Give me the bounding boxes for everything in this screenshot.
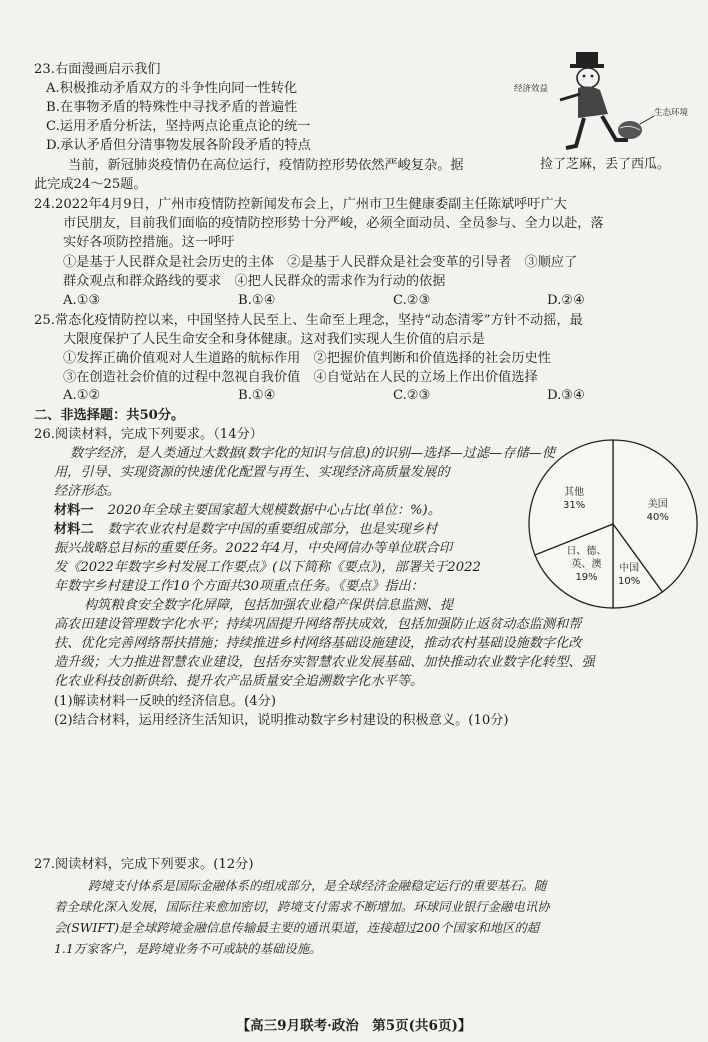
q24-choice-d: D.②④ bbox=[547, 293, 585, 308]
q23-option-a: A.积极推动矛盾双方的斗争性向同一性转化 bbox=[46, 81, 298, 96]
q27-line-1: 跨境支付体系是国际金融体系的组成部分，是全球经济金融稳定运行的重要基石。随 bbox=[88, 878, 547, 893]
material2-line-5: 构筑粮食安全数字化屏障，包括加强农业稳产保供信息监测、提 bbox=[84, 598, 454, 613]
q25-line-1: 25.常态化疫情防控以来，中国坚持人民至上、生命至上理念，坚持“动态清零”方针不动摇，最 bbox=[34, 313, 583, 328]
q25-line-3: ①发挥正确价值观对人生道路的航标作用 ②把握价值判断和价值选择的社会历史性 bbox=[63, 351, 551, 366]
q24-choice-c: C.②③ bbox=[393, 293, 431, 308]
cartoon-caption: 捡了芝麻，丢了西瓜。 bbox=[540, 157, 671, 172]
q25-line-4: ③在创造社会价值的过程中忽视自我价值 ④自觉站在人民的立场上作出价值选择 bbox=[63, 370, 538, 385]
pie-category-label-2: 日、德、 bbox=[566, 545, 607, 557]
q26-sub-2: (2)结合材料，运用经济生活知识，说明推动数字乡村建设的积极意义。(10分) bbox=[54, 713, 509, 728]
cartoon-illustration bbox=[504, 44, 704, 174]
q26-sub-1: (1)解读材料一反映的经济信息。(4分) bbox=[54, 694, 276, 709]
q24-line-5: 群众观点和群众路线的要求 ④把人民群众的需求作为行动的依据 bbox=[63, 274, 446, 289]
q23-stem: 23.右面漫画启示我们 bbox=[34, 62, 161, 77]
q25-line-2: 大限度保护了人民生命安全和身体健康。这对我们实现人生价值的启示是 bbox=[63, 332, 485, 347]
material2-label: 材料二 bbox=[54, 522, 94, 537]
q24-choice-b: B.①④ bbox=[238, 293, 276, 308]
q26-para-line-2: 用，引导、实现资源的快速优化配置与再生、实现经济高质量发展的 bbox=[54, 465, 450, 480]
cartoon-label-economic: 经济效益 bbox=[514, 84, 549, 94]
pie-category-label-0: 美国 bbox=[647, 498, 668, 510]
pie-value-label-2: 19% bbox=[575, 571, 598, 583]
material2-line-4: 年数字乡村建设工作10个方面共30项重点任务。《要点》指出： bbox=[54, 579, 424, 594]
q27-line-4: 1.1万家客户，是跨境业务不可或缺的基础设施。 bbox=[54, 941, 322, 956]
pie-value-label-0: 40% bbox=[646, 511, 669, 523]
pie-chart bbox=[523, 434, 703, 614]
q25-choice-d: D.③④ bbox=[547, 388, 585, 403]
material1 bbox=[54, 502, 441, 519]
q26-para-line-1: 数字经济，是人类通过大数据(数字化的知识与信息)的识别—选择—过滤—存储—使 bbox=[70, 446, 556, 461]
material2 bbox=[54, 521, 437, 538]
pie-category-label-1: 中国 bbox=[619, 563, 640, 575]
q23-option-d: D.承认矛盾但分清事物发展各阶段矛盾的特点 bbox=[46, 138, 311, 153]
q27-line-3: 会(SWIFT)是全球跨境金融信息传输最主要的通讯渠道，连接超过200个国家和地区的超 bbox=[54, 920, 540, 935]
material1-label: 材料一 bbox=[54, 503, 94, 518]
q24-choice-a: A.①③ bbox=[63, 293, 101, 308]
q26-para-line-3: 经济形态。 bbox=[54, 484, 120, 499]
q25-choice-c: C.②③ bbox=[393, 388, 431, 403]
q25-choice-b: B.①④ bbox=[238, 388, 276, 403]
q23-option-c: C.运用矛盾分析法，坚持两点论重点论的统一 bbox=[46, 119, 311, 134]
q27-stem: 27.阅读材料，完成下列要求。(12分) bbox=[34, 857, 254, 872]
pie-category-label-2: 英、澳 bbox=[571, 558, 602, 570]
q25-choice-a: A.①② bbox=[63, 388, 101, 403]
material2-line-1: 数字农业农村是数字中国的重要组成部分，也是实现乡村 bbox=[107, 522, 438, 537]
q24-line-4: ①是基于人民群众是社会历史的主体 ②是基于人民群众是社会变革的引导者 ③顺应了 bbox=[63, 255, 578, 270]
q24-line-3: 实好各项防控措施。这一呼吁 bbox=[63, 235, 235, 250]
material2-line-8: 造升级；大力推进智慧农业建设，包括夯实智慧农业发展基础、加快推动农业数字化转型、强 bbox=[54, 655, 595, 670]
material2-line-9: 化农业科技创新供给、提升农产品质量安全追溯数字化水平等。 bbox=[54, 674, 424, 689]
intro-line-1: 当前，新冠肺炎疫情仍在高位运行，疫情防控形势依然严峻复杂。据 bbox=[68, 158, 464, 173]
pie-value-label-1: 10% bbox=[617, 576, 641, 588]
material2-line-6: 高农田建设管理数字化水平；持续巩固提升网络帮扶成效，包括加强防止返贫动态监测和帮 bbox=[54, 617, 582, 632]
q24-line-2: 市民朋友，目前我们面临的疫情防控形势十分严峻，必须全面动员、全员参与、全力以赴，落 bbox=[63, 216, 604, 231]
material2-line-2: 振兴战略总目标的重要任务。2022年4月，中央网信办等单位联合印 bbox=[54, 541, 453, 556]
pie-category-label-3: 其他 bbox=[564, 487, 585, 499]
material2-line-3: 发《2022年数字乡村发展工作要点》(以下简称《要点》)，部署关于2022 bbox=[54, 560, 481, 575]
q27-line-2: 着全球化深入发展，国际往来愈加密切，跨境支付需求不断增加。环球同业银行金融电讯协 bbox=[54, 899, 550, 914]
intro-line-2: 此完成24～25题。 bbox=[34, 177, 147, 192]
page-footer: 【高三9月联考·政治 第5页(共6页)】 bbox=[236, 1018, 472, 1034]
pie-chart-svg bbox=[523, 434, 703, 614]
material1-text: 2020年全球主要国家超大规模数据中心占比(单位：%)。 bbox=[107, 503, 441, 518]
q23-option-b: B.在事物矛盾的特殊性中寻找矛盾的普遍性 bbox=[46, 100, 298, 115]
material2-line-7: 扶、优化完善网络帮扶措施；持续推进乡村网络基础设施建设，推动农村基础设施数字化改 bbox=[54, 636, 582, 651]
section-heading: 二、非选择题：共50分。 bbox=[34, 408, 185, 423]
pie-value-label-3: 31% bbox=[562, 500, 586, 512]
q24-line-1: 24.2022年4月9日，广州市疫情防控新闻发布会上，广州市卫生健康委副主任陈斌呼吁广大 bbox=[34, 197, 567, 212]
q26-stem: 26.阅读材料，完成下列要求。（14分） bbox=[34, 427, 263, 442]
cartoon-label-ecology: 生态环境 bbox=[654, 108, 689, 118]
